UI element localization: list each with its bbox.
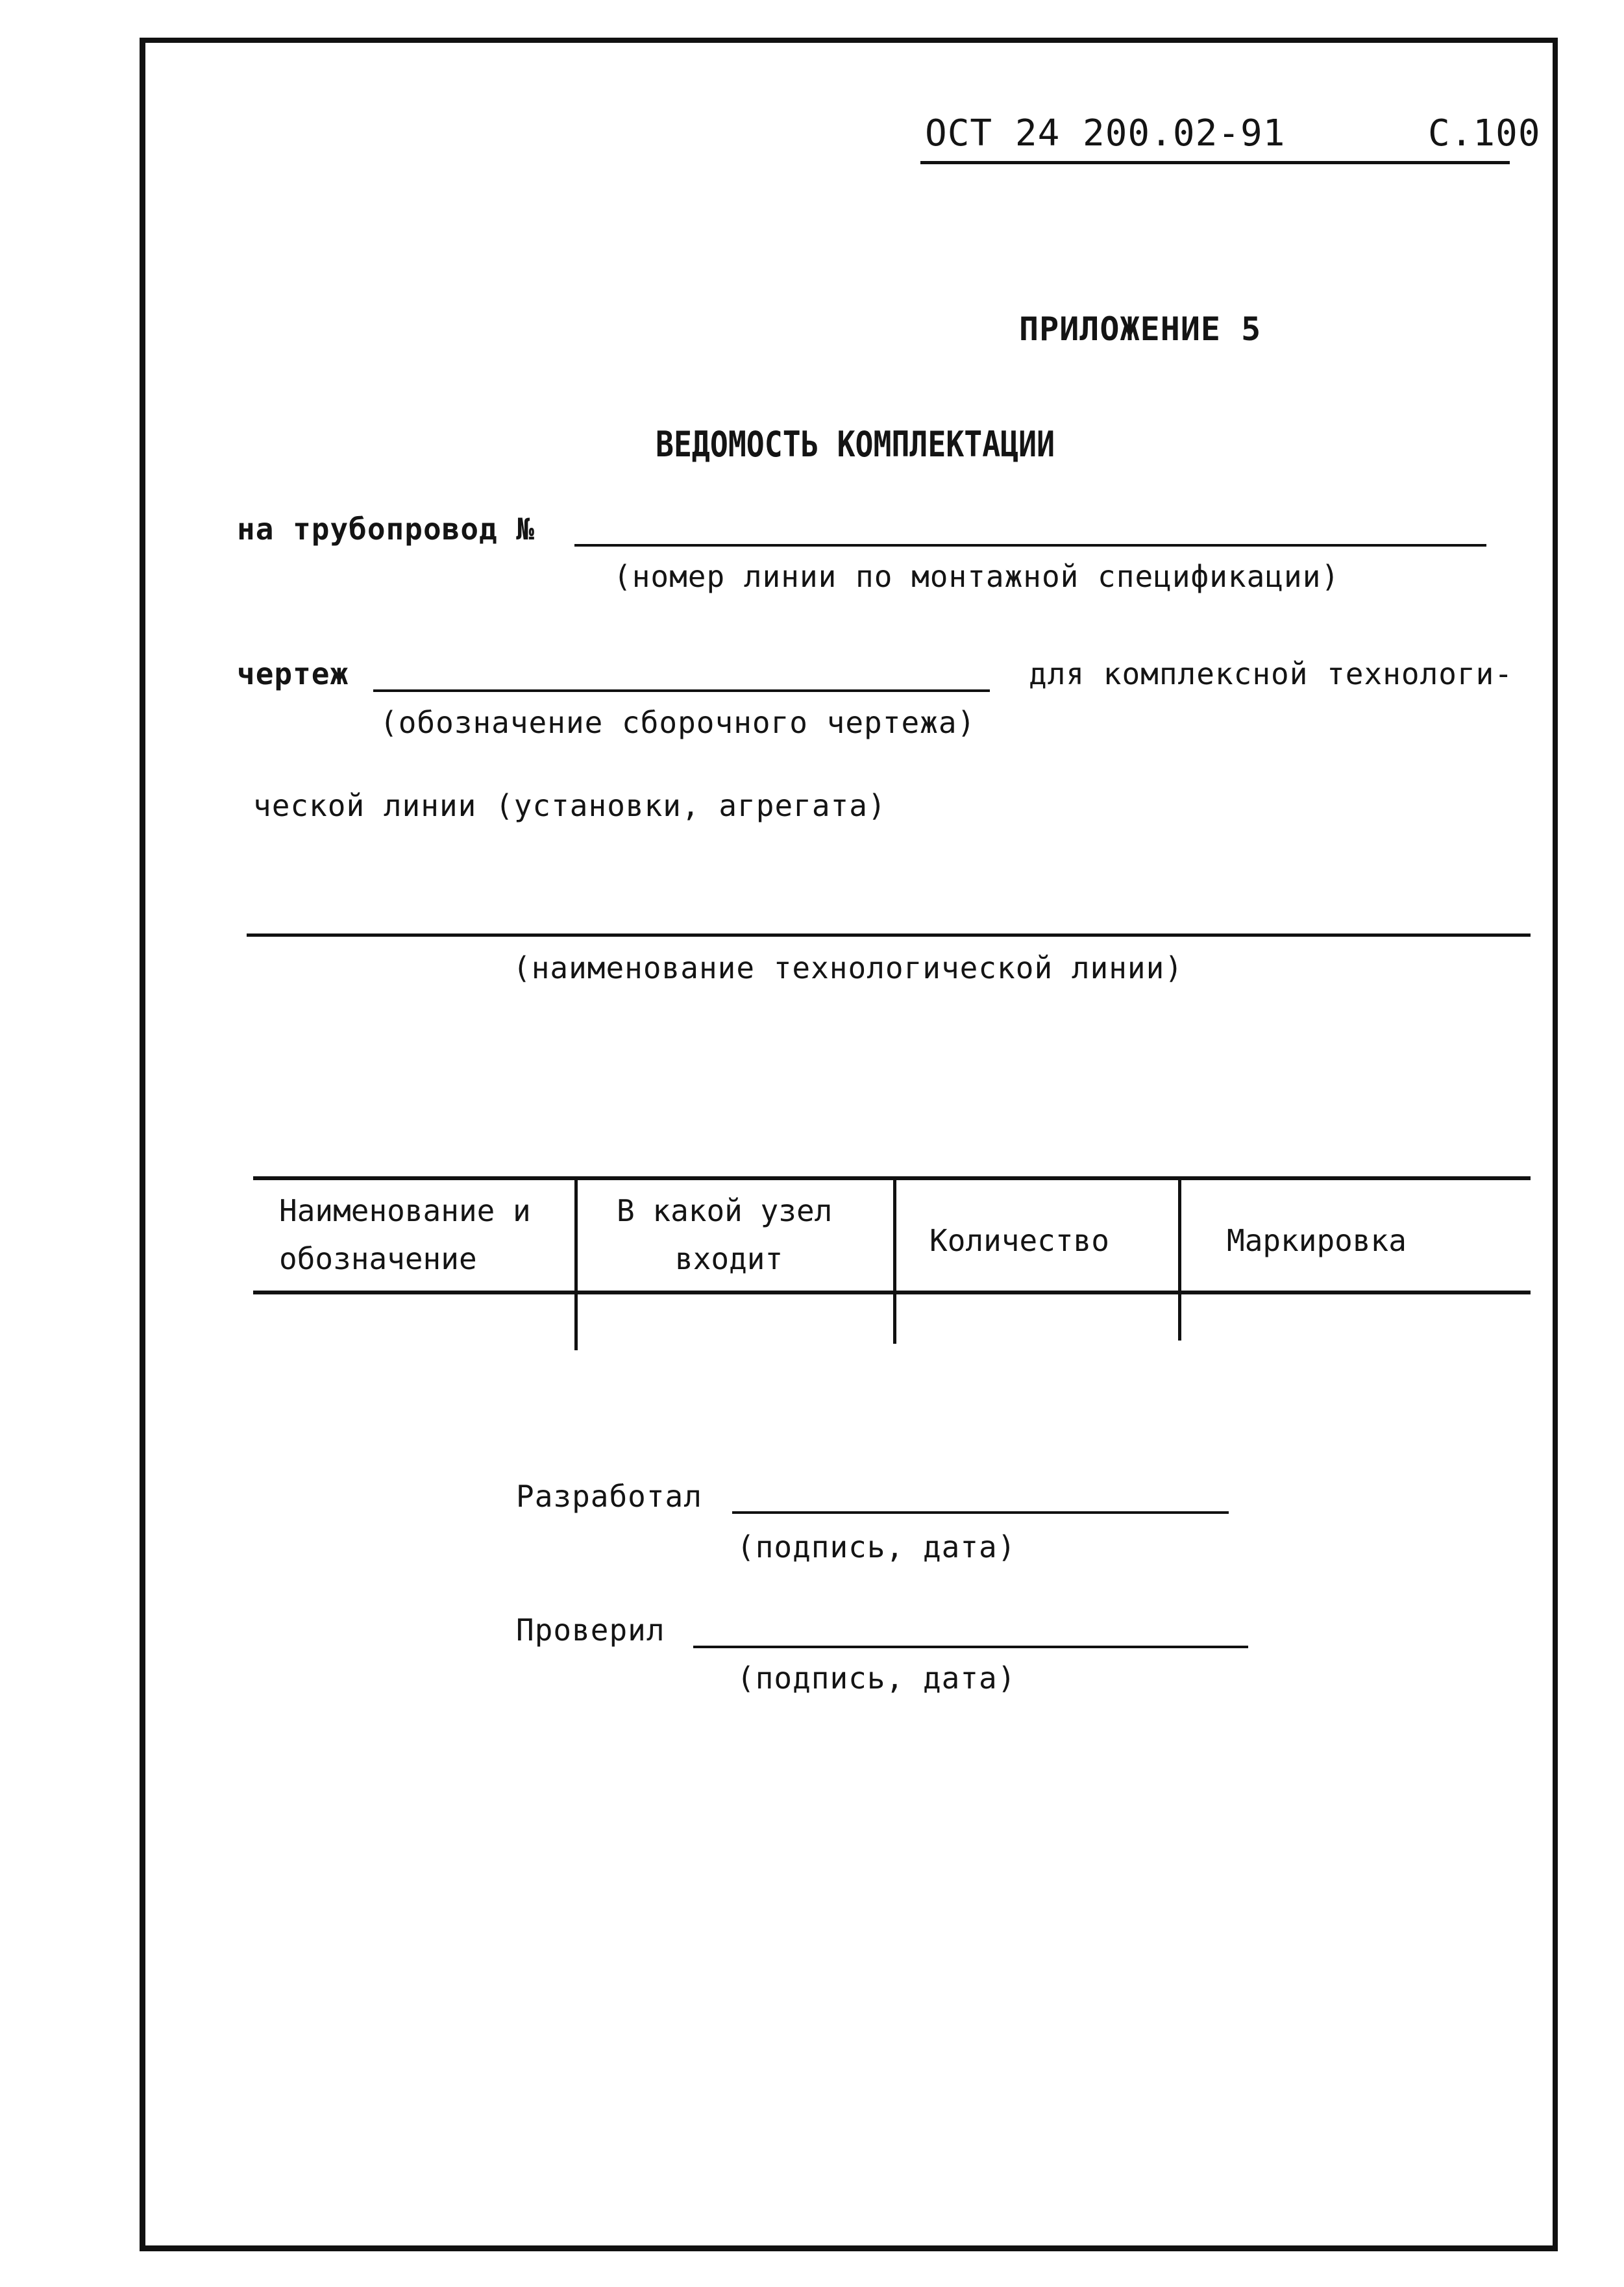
page-title: ВЕДОМОСТЬ КОМПЛЕКТАЦИИ <box>656 424 1055 465</box>
table-top-rule <box>253 1176 1531 1180</box>
checked-by-label: Проверил <box>516 1613 665 1648</box>
pipeline-number-field[interactable] <box>574 544 1486 547</box>
drawing-number-field[interactable] <box>373 689 990 692</box>
column-header-quantity: Количество <box>929 1223 1109 1258</box>
drawing-caption: (обозначение сборочного чертежа) <box>380 705 976 740</box>
page-number: С.100 <box>1428 112 1541 155</box>
developed-by-label: Разработал <box>516 1479 702 1514</box>
table-column-divider-1 <box>574 1178 578 1350</box>
table-column-divider-2 <box>893 1178 896 1344</box>
checked-by-caption: (подпись, дата) <box>737 1661 1016 1696</box>
process-line-caption: (наименование технологической линии) <box>513 950 1183 985</box>
column-header-name-line1: Наименование и <box>279 1193 531 1228</box>
header-underline <box>920 161 1510 164</box>
column-header-assembly-line1: В какой узел <box>617 1193 833 1228</box>
drawing-trailing-text: для комплексной технологи- <box>1029 656 1514 691</box>
column-header-marking: Маркировка <box>1227 1223 1407 1258</box>
developed-by-signature-field[interactable] <box>732 1511 1229 1514</box>
column-header-assembly-line2: входит <box>675 1241 783 1276</box>
document-code: ОСТ 24 200.02-91 <box>925 112 1286 155</box>
checked-by-signature-field[interactable] <box>693 1646 1248 1648</box>
drawing-continuation: ческой линии (установки, агрегата) <box>253 788 887 823</box>
column-header-name-line2: обозначение <box>279 1241 477 1276</box>
appendix-label: ПРИЛОЖЕНИЕ 5 <box>1019 310 1262 348</box>
pipeline-caption: (номер линии по монтажной спецификации) <box>613 559 1340 594</box>
table-header-bottom-rule <box>253 1291 1531 1294</box>
page-border-frame <box>140 38 1558 2251</box>
pipeline-label: на трубопровод № <box>237 512 535 547</box>
developed-by-caption: (подпись, дата) <box>737 1529 1016 1564</box>
process-line-name-field[interactable] <box>247 933 1531 937</box>
table-column-divider-3 <box>1178 1178 1181 1341</box>
drawing-label: чертеж <box>237 656 349 691</box>
